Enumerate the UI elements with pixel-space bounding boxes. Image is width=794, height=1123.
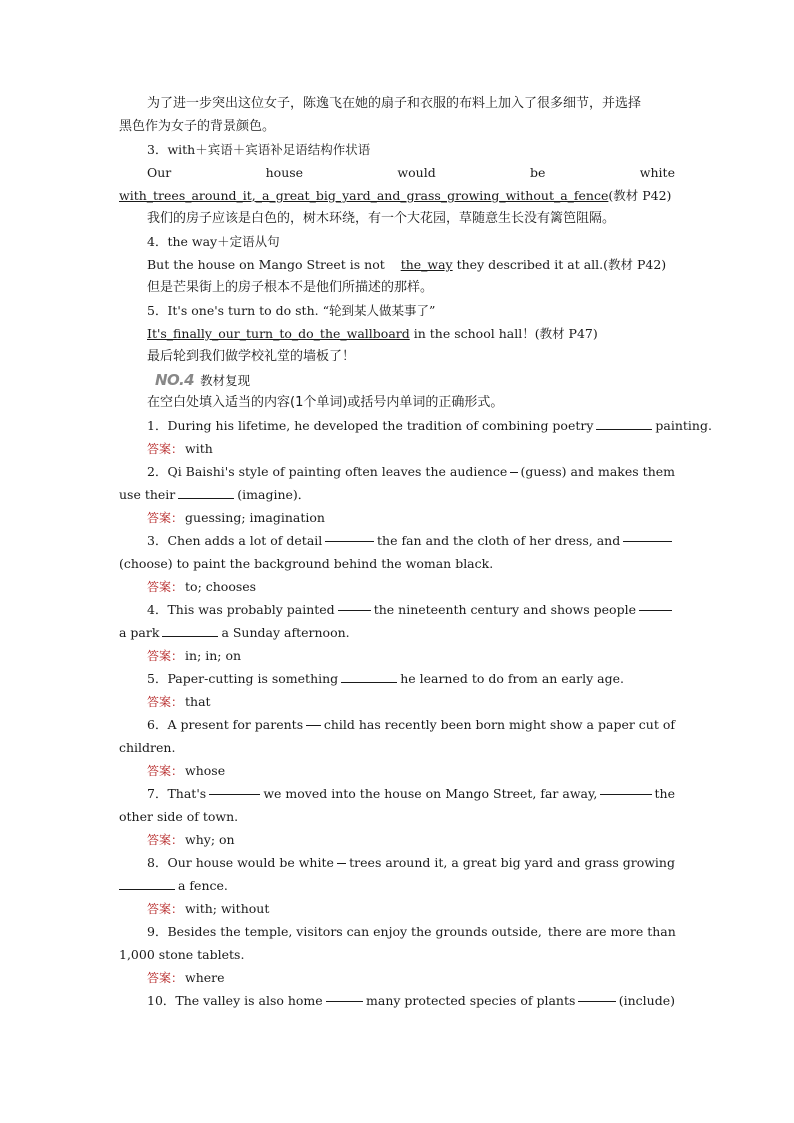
answer-blank	[162, 624, 218, 637]
answer-blank	[337, 851, 346, 864]
question-text: 8．Our house would be white	[147, 855, 334, 870]
question-text: 9．Besides the temple, visitors can enjoy the grounds outside,	[147, 924, 542, 939]
answer-line	[119, 506, 675, 529]
answer-label: 答案：	[147, 580, 184, 594]
answer-label: 答案：	[147, 442, 184, 456]
answer-blank	[306, 713, 321, 726]
example-sentence-cont	[119, 184, 675, 207]
answer-blank	[209, 782, 260, 795]
answer-blank	[639, 598, 672, 611]
answer-line	[119, 575, 675, 598]
question-text: a fence.	[178, 878, 228, 893]
question-text: the	[654, 786, 675, 801]
answer-label: 答案：	[147, 971, 184, 985]
question-text: child has recently been born might show a paper cut of	[323, 717, 675, 732]
answer-value: guessing; imagination	[185, 510, 325, 525]
source-ref: (教材 P42)	[608, 188, 672, 203]
question-text: there are more than	[547, 924, 676, 939]
answer-blank	[338, 598, 371, 611]
question	[119, 460, 675, 483]
answer-blank	[341, 670, 397, 683]
item-heading: 3．with＋宾语＋宾语补足语结构作状语	[147, 142, 371, 157]
translation: 我们的房子应该是白色的，树木环绕，有一个大花园，草随意生长没有篱笆阻隔。	[147, 211, 616, 226]
section-title: 教材复现	[200, 372, 251, 388]
answer-blank	[510, 460, 517, 473]
question-text: 2．Qi Baishi's style of painting often leaves the audience	[147, 464, 508, 479]
text: in the school hall！(教材 P47)	[413, 326, 598, 341]
answer-line	[119, 644, 675, 667]
question	[119, 920, 675, 943]
item-heading: 5．It's one's turn to do sth. “轮到某人做某事了”	[147, 303, 436, 318]
answer-line	[119, 437, 675, 460]
section-header	[119, 368, 675, 391]
section-logo: NO.4	[155, 370, 195, 389]
question	[119, 713, 675, 736]
question-text: we moved into the house on Mango Street, far away,	[263, 786, 598, 801]
answer-line	[119, 897, 675, 920]
question-text: trees around it, a great big yard and grass growing	[349, 855, 675, 870]
question-text: (imagine)．	[237, 487, 311, 502]
question-text: many protected species of plants	[366, 993, 576, 1008]
answer-blank	[119, 877, 175, 890]
paragraph-line: 黑色作为女子的背景颜色。	[119, 119, 276, 134]
answer-value: that	[185, 694, 211, 709]
question	[119, 989, 675, 1012]
question	[119, 529, 675, 552]
answer-blank	[326, 989, 363, 1002]
answer-value: to; chooses	[185, 579, 257, 594]
question-cont: other side of town.	[119, 809, 239, 824]
answer-blank	[578, 989, 615, 1002]
answer-blank	[325, 529, 374, 542]
question-cont: children.	[119, 740, 176, 755]
question-text: 3．Chen adds a lot of detail	[147, 533, 323, 548]
answer-blank	[178, 486, 234, 499]
question-text: (include)	[618, 993, 675, 1008]
question-text: 7．That's	[147, 786, 207, 801]
question-cont	[119, 483, 675, 506]
question-text: 5．Paper-cutting is something	[147, 671, 339, 686]
text: But the house on Mango Street is not	[147, 257, 385, 272]
question	[119, 667, 675, 690]
answer-label: 答案：	[147, 511, 184, 525]
question-text: use their	[119, 487, 176, 502]
word: would	[397, 165, 436, 180]
answer-label: 答案：	[147, 695, 184, 709]
question-text: 10．The valley is also home	[147, 993, 323, 1008]
underlined-phrase: with_trees_around_it,_a_great_big_yard_and_grass_growing_without_a_fence	[119, 188, 609, 203]
question-text: the nineteenth century and shows people	[373, 602, 636, 617]
document-page	[119, 92, 712, 1012]
text: they described it at all.(教材 P42)	[456, 257, 667, 272]
answer-value: with	[185, 441, 213, 456]
answer-value: with; without	[185, 901, 270, 916]
answer-label: 答案：	[147, 902, 184, 916]
question-text: a Sunday afternoon.	[221, 625, 350, 640]
question	[119, 414, 712, 437]
question-text: (guess) and makes them	[520, 464, 675, 479]
paragraph-line: 为了进一步突出这位女子，陈逸飞在她的扇子和衣服的布料上加入了很多细节，并选择	[147, 96, 642, 111]
answer-line	[119, 759, 675, 782]
question	[119, 851, 675, 874]
answer-label: 答案：	[147, 764, 184, 778]
word: be	[530, 165, 546, 180]
word: Our	[147, 165, 172, 180]
underlined-phrase: It's_finally_our_turn_to_do_the_wallboard	[147, 326, 410, 341]
answer-value: in; in; on	[185, 648, 242, 663]
answer-line	[119, 690, 675, 713]
question-text: he learned to do from an early age.	[400, 671, 624, 686]
answer-line	[119, 828, 675, 851]
translation: 最后轮到我们做学校礼堂的墙板了！	[147, 349, 356, 364]
question-text: the fan and the cloth of her dress, and	[377, 533, 621, 548]
question-text: a park	[119, 625, 160, 640]
underlined-phrase: the_way	[400, 257, 453, 272]
answer-blank	[623, 529, 672, 542]
question	[119, 598, 675, 621]
item-heading: 4．the way＋定语从句	[147, 234, 280, 249]
answer-value: where	[185, 970, 225, 985]
question-text: painting.	[655, 418, 712, 433]
word: house	[265, 165, 304, 180]
question-text: 1．During his lifetime, he developed the tradition of combining poetry	[147, 418, 594, 433]
question-cont	[119, 874, 675, 897]
answer-blank	[596, 417, 652, 430]
instruction: 在空白处填入适当的内容(1个单词)或括号内单词的正确形式。	[147, 395, 504, 410]
question-text: 4．This was probably painted	[147, 602, 335, 617]
answer-value: whose	[185, 763, 226, 778]
example-sentence	[119, 161, 675, 184]
example-sentence	[119, 322, 675, 345]
answer-blank	[600, 782, 651, 795]
answer-line	[119, 966, 675, 989]
question-cont	[119, 621, 675, 644]
question-cont: 1,000 stone tablets.	[119, 947, 245, 962]
answer-label: 答案：	[147, 649, 184, 663]
question-text: 6．A present for parents	[147, 717, 304, 732]
answer-label: 答案：	[147, 833, 184, 847]
question	[119, 782, 675, 805]
example-sentence	[119, 253, 675, 276]
answer-value: why; on	[185, 832, 235, 847]
word: white	[639, 165, 675, 180]
question-cont: (choose) to paint the background behind the woman black.	[119, 556, 494, 571]
translation: 但是芒果街上的房子根本不是他们所描述的那样。	[147, 280, 434, 295]
